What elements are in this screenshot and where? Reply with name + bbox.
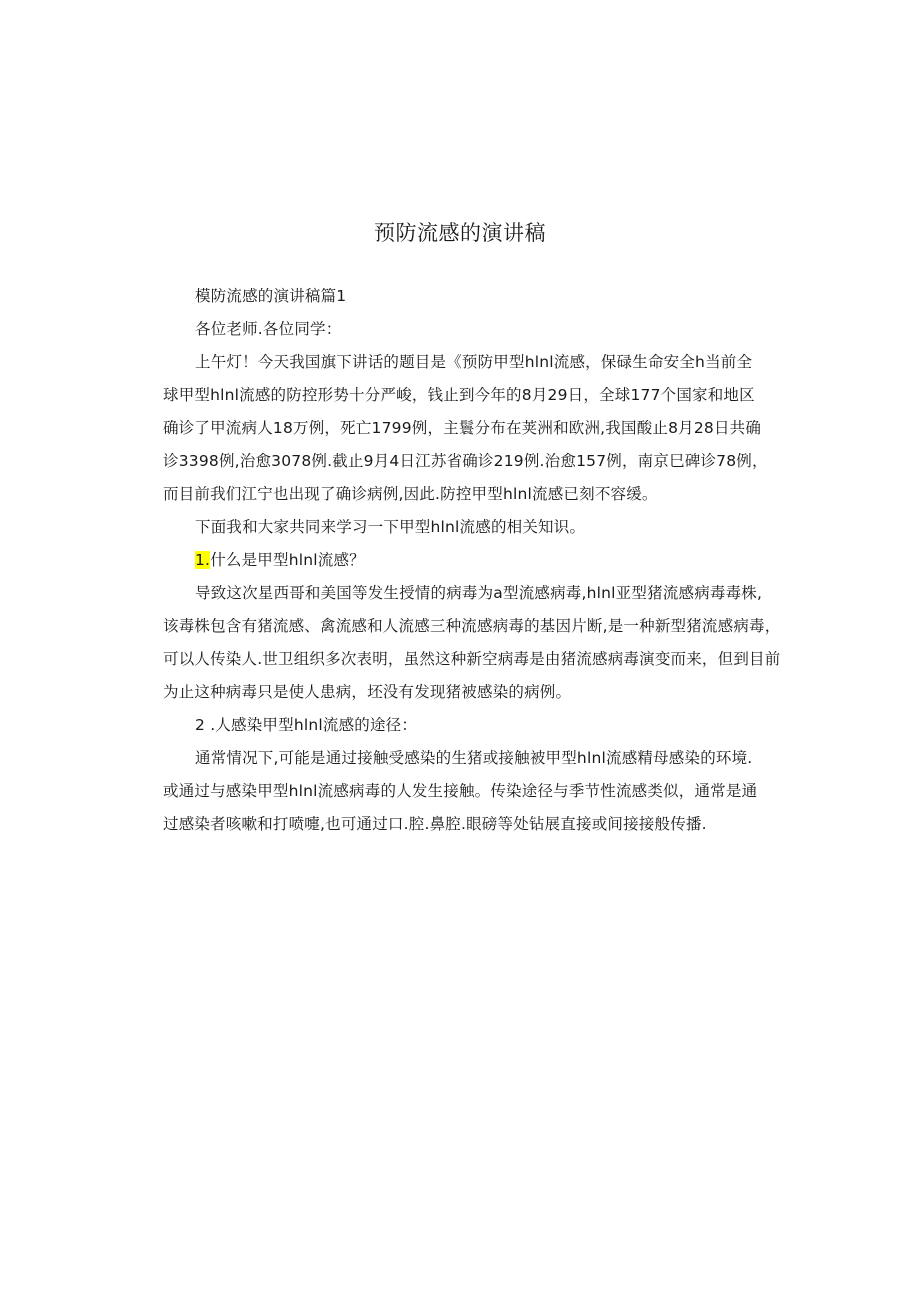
paragraph-line: 为止这种病毒只是使人患病，坯没有发现猪被感染的病例。 xyxy=(163,683,572,701)
paragraph-line: 过感染者咳嗽和打喷嚏,也可通过口.腔.鼻腔.眼磅等处钻展直接或间接接般传播. xyxy=(163,815,707,833)
section-heading-text: 什么是甲型hlnl流感？ xyxy=(210,551,365,569)
highlighted-number: 1. xyxy=(195,551,211,569)
paragraph-line: 通常情况下,可能是通过接触受感染的生猪或接触被甲型hlnl流感精母感染的环境. xyxy=(195,749,753,767)
salutation-line: 各位老师.各位同学： xyxy=(195,320,342,338)
paragraph-line: 而目前我们江宁也出现了确诊病例,因此.防控甲型hlnl流感已刻不容缓。 xyxy=(163,485,658,503)
document-title: 预防流感的演讲稿 xyxy=(374,221,546,245)
paragraph-line: 该毒株包含有猪流感、禽流感和人流感三种流感病毒的基因片断,是一种新型猪流感病毒， xyxy=(163,617,781,635)
paragraph-line: 诊3398例,治愈3078例.截止9月4日江苏省确诊219例.治愈157例，南京巳碑诊78例， xyxy=(163,452,768,470)
section-heading-1 xyxy=(195,549,365,571)
paragraph-line: 上午灯！今天我国旗下讲话的题目是《预防甲型hlnl流感，保碌生命安全h当前全 xyxy=(195,353,753,371)
paragraph-line: 或通过与感染甲型hlnl流感病毒的人发生接触。传染途径与季节性流感类似，通常是通 xyxy=(163,782,758,800)
paragraph-line: 球甲型hlnl流感的防控形势十分严峻，钱止到今年的8月29日，全球177个国家和地区 xyxy=(163,386,755,404)
section-heading-2: 2 .人感染甲型hlnl流感的途径： xyxy=(195,716,418,734)
subtitle-line: 模防流感的演讲稿篇1 xyxy=(195,287,347,305)
paragraph-line: 导致这次星西哥和美国等发生授情的病毒为a型流感病毒,hlnl亚型猪流感病毒毒株, xyxy=(195,584,763,602)
paragraph-line: 确诊了甲流病人18万例，死亡1799例，主鬟分布在荚洲和欧洲,我国酸止8月28日共确 xyxy=(163,419,762,437)
paragraph-line: 下面我和大家共同来学习一下甲型hlnl流感的相关知识。 xyxy=(195,518,586,536)
paragraph-line: 可以人传染人.世卫组织多次表明，虽然这种新空病毒是由猪流感病毒演变而来，但到目前 xyxy=(163,650,781,668)
